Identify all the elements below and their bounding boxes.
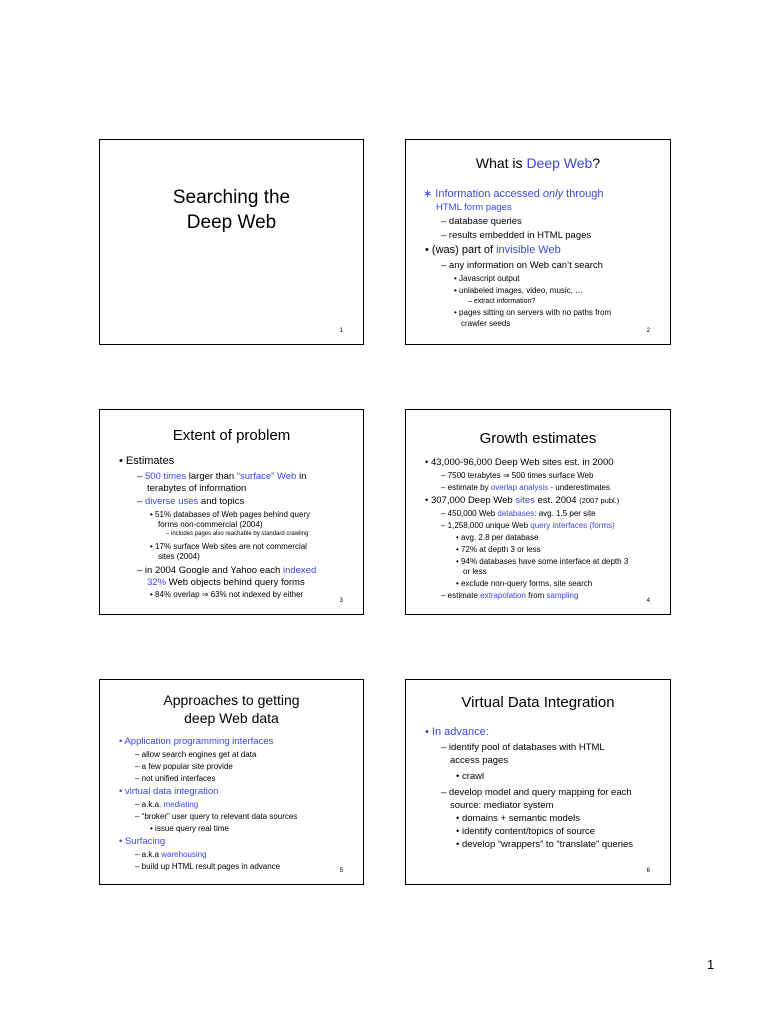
star-bullet-icon: ∗ [423,188,433,200]
slide-2-page-number: 2 [646,328,650,334]
slide-4-item-3-cont: or less [463,567,487,576]
slide-2 [405,139,671,345]
slide-4-sub-2: – estimate by overlap analysis - underestimates [441,483,610,492]
slide-5-title-line-1: Approaches to getting [163,692,300,708]
slide-4 [405,409,671,615]
slide-2-bullet-1-cont: HTML form pages [436,202,512,213]
slide-2-bullet-2: • (was) part of invisible Web [425,244,561,256]
slide-1-page-number: 1 [339,328,343,334]
slide-6-sub-2-cont: source: mediator system [450,800,554,811]
slide-5-page-number: 5 [339,868,343,874]
slide-2-item-3: • pages sitting on servers with no paths from [454,308,612,317]
slide-3-sub-1: – 500 times larger than “surface” Web in [137,471,307,482]
slide-4-sub-3: – 450,000 Web databases: avg. 1.5 per site [441,509,596,518]
slide-3-item-2-cont: sites (2004) [158,552,200,561]
bullet-icon: • [150,542,153,551]
bullet-icon: • [456,839,460,850]
slide-5-sub-2: – a few popular site provide [135,762,233,771]
slide-3-title: Extent of problem [172,427,291,444]
slide-6-item-2: • domains + semantic models [456,813,580,824]
bullet-icon: • [425,457,429,468]
slide-5-bullet-2: • virtual data integration [119,786,219,797]
bullet-icon: • [456,533,459,542]
bullet-icon: • [425,726,429,738]
bullet-icon: • [425,495,429,506]
bullet-icon: • [425,244,429,256]
slide-4-sub-1: – 7500 terabytes ⇒ 500 times surface Web [441,471,594,480]
slide-5-sub-1: – allow search engines get at data [135,750,257,759]
bullet-icon: • [456,545,459,554]
slide-4-sub-4: – 1,258,000 unique Web query interfaces (forms) [441,521,615,530]
bullet-icon: • [150,590,153,599]
slide-6 [405,679,671,885]
slide-2-item-2: • unlabeled images, video, music, … [454,286,584,295]
slide-4-item-1: • avg. 2.8 per database [456,533,539,542]
slide-6-sub-2: – develop model and query mapping for each [441,787,632,798]
slide-5 [99,679,364,885]
slide-6-bullet-1: • In advance: [425,726,489,738]
slide-6-item-3: • identify content/topics of source [456,826,596,837]
slide-3-sub-2: – diverse uses and topics [137,496,245,507]
slide-3-page-number: 3 [339,598,343,604]
slide-3-item-1: • 51% databases of Web pages behind query [150,510,311,519]
slide-3-sub-1-cont: terabytes of information [147,483,247,494]
slide-5-sub-5: – “broker” user query to relevant data sources [135,812,298,821]
bullet-icon: • [119,736,123,747]
slide-4-bullet-1: • 43,000-96,000 Deep Web sites est. in 2000 [425,457,614,468]
slide-1 [99,139,364,345]
slide-5-sub-6: – a.k.a warehousing [135,850,207,859]
slide-4-item-4: • exclude non-query forms, site search [456,579,593,588]
slide-5-bullet-1: • Application programming interfaces [119,736,274,747]
slide-3-bullet-1: • Estimates [119,455,175,467]
bullet-icon: • [454,308,457,317]
bullet-icon: • [456,813,460,824]
slide-2-sub-1: – database queries [441,216,522,227]
slide-2-sub-3: – any information on Web can’t search [441,260,603,271]
slide-4-bullet-2: • 307,000 Deep Web sites est. 2004 (2007 publ.) [425,495,620,506]
slide-1-title-line-2: Deep Web [186,212,277,233]
slide-3-sub-3-cont: 32% Web objects behind query forms [147,577,305,588]
slide-5-sub-4: – a.k.a. mediating [135,800,199,809]
bullet-icon: • [456,579,459,588]
bullet-icon: • [456,557,459,566]
slide-2-sub-2: – results embedded in HTML pages [441,230,592,241]
bullet-icon: • [454,274,457,283]
slide-5-title-line-2: deep Web data [184,710,279,726]
slide-5-bullet-3: • Surfacing [119,836,166,847]
slide-3-subitem-1: – includes pages also reachable by standard crawling [166,531,309,537]
slide-6-sub-1: – identify pool of databases with HTML [441,742,605,753]
slide-3-item-3: • 84% overlap ⇒ 63% not indexed by either [150,590,304,599]
slide-6-page-number: 6 [646,868,650,874]
bullet-icon: • [119,786,123,797]
slide-3 [99,409,364,615]
slide-6-item-4: • develop “wrappers” to “translate” queries [456,839,634,850]
slide-6-sub-1-cont: access pages [450,755,509,766]
bullet-icon: • [150,824,153,833]
slide-2-item-3-cont: crawler seeds [461,319,511,328]
slide-4-item-3: • 94% databases have some interface at depth 3 [456,557,629,566]
bullet-icon: • [119,455,123,467]
slide-5-sub-3: – not unified interfaces [135,774,216,783]
slide-5-sub-7: – build up HTML result pages in advance [135,862,281,871]
slide-2-bullet-1: ∗ Information accessed only through [423,188,604,200]
slide-3-sub-3: – in 2004 Google and Yahoo each indexed [137,565,317,576]
implies-arrow-icon: ⇒ [502,471,510,480]
document-page-number: 1 [707,957,715,972]
bullet-icon: • [119,836,123,847]
slide-2-title: What is Deep Web? [475,155,601,171]
slide-4-page-number: 4 [646,598,650,604]
slide-6-title: Virtual Data Integration [461,694,615,711]
slide-2-item-1: • Javascript output [454,274,520,283]
slide-5-item-1: • issue query real time [150,824,229,833]
implies-arrow-icon: ⇒ [201,590,209,599]
bullet-icon: • [150,510,153,519]
slide-4-sub-5: – estimate extrapolation from sampling [441,591,579,600]
slide-4-title: Growth estimates [479,430,597,447]
slide-1-title-line-1: Searching the [172,187,291,208]
bullet-icon: • [456,826,460,837]
slide-4-item-2: • 72% at depth 3 or less [456,545,541,554]
bullet-icon: • [456,771,460,782]
slide-6-item-1: • crawl [456,771,485,782]
bullet-icon: • [454,286,457,295]
slide-3-item-1-cont: forms non-commercial (2004) [158,520,263,529]
slide-2-subitem-1: – extract information? [468,298,536,305]
slide-3-item-2: • 17% surface Web sites are not commercial [150,542,307,551]
